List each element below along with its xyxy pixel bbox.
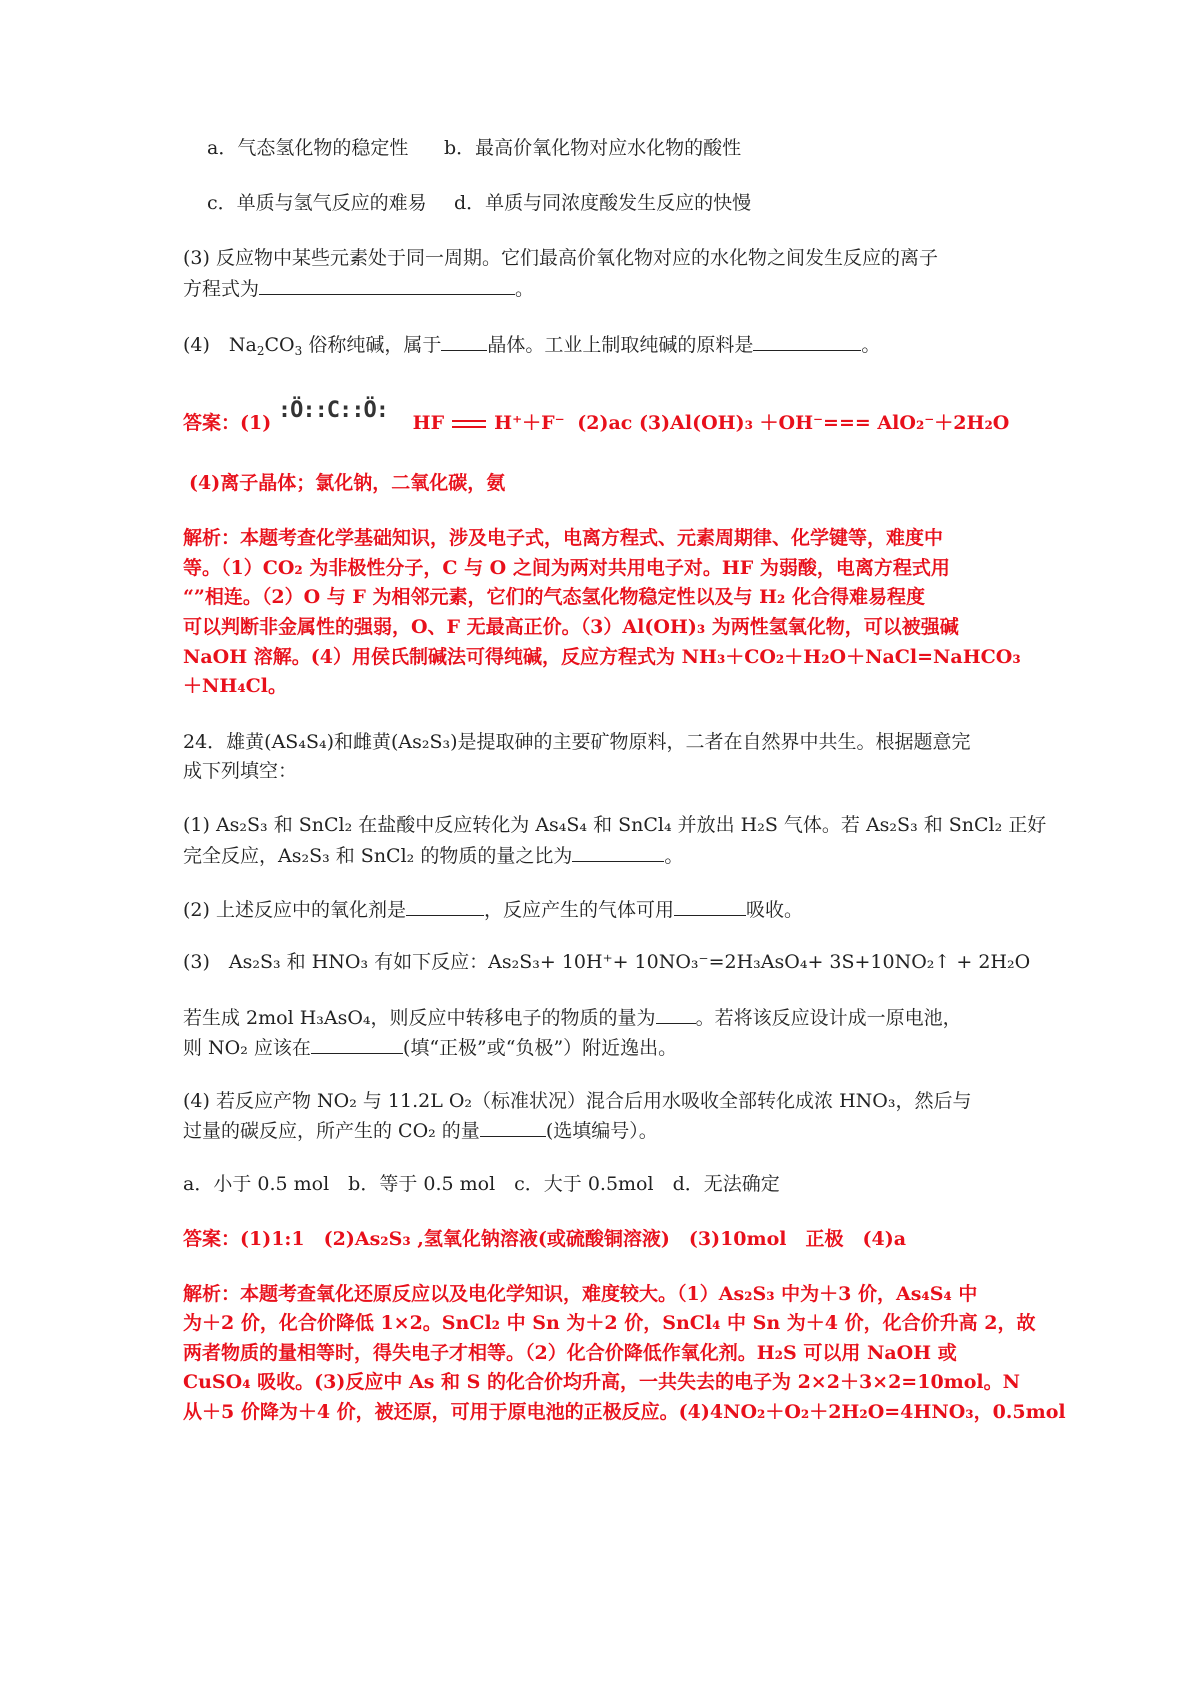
q24-part3-line3-suffix: (填“正极”或“负极”）附近逸出。 [402,1037,678,1059]
q23-analysis-line: 等。（1）CO₂ 为非极性分子，C 与 O 之间为两对共用电子对。HF 为弱酸，电离方程式用 [183,557,950,579]
q24-part3-line3-prefix: 则 NO₂ 应该在 [183,1037,311,1059]
answer-blank[interactable] [753,332,861,351]
q24-analysis-line: 解析：本题考查氧化还原反应以及电化学知识，难度较大。（1）As₂S₃ 中为＋3 价，As₄S₄ 中 [183,1283,978,1305]
q24-part4-prefix: 过量的碳反应，所产生的 CO₂ 的量 [183,1120,480,1142]
q24-part1-line1: (1) As₂S₃ 和 SnCl₂ 在盐酸中反应转化为 As₄S₄ 和 SnCl₄ 并放出 H₂S 气体。若 As₂S₃ 和 SnCl₂ 正好 [183,814,1047,836]
answer-blank[interactable] [674,897,746,916]
q23-part3-prefix: 方程式为 [183,278,260,300]
answer-blank[interactable] [480,1118,546,1137]
q24-part4-suffix: (选填编号）。 [545,1120,658,1142]
option-b: b．最高价氧化物对应水化物的酸性 [444,137,742,159]
q23-part3-suffix: 。 [515,278,535,300]
q24-part2-prefix: (2) 上述反应中的氧化剂是 [183,899,406,921]
q24-part4-line2 [183,1118,658,1143]
q23-part4-suffix: 。 [861,334,881,356]
q24-intro-line: 成下列填空： [183,760,298,782]
q24-analysis-line: CuSO₄ 吸收。(3)反应中 As 和 S 的化合价均升高，一共失去的电子为 2×2＋3×2=10mol。N [183,1371,1021,1393]
answer-label: 答案：(1) [183,412,272,434]
q24-part1-suffix: 。 [664,845,684,867]
answer-blank[interactable] [441,332,487,351]
q23-part4-prefix: (4) Na [183,334,257,356]
q24-intro-line: 24．雄黄(AS₄S₄)和雌黄(As₂S₃)是提取砷的主要矿物原料，二者在自然界中共生。根据题意完 [183,731,971,753]
q23-answer [183,398,1010,435]
q23-answer-4: (4)离子晶体；氯化钠，二氧化碳，氨 [189,472,506,494]
answer-blank[interactable] [259,276,515,295]
q23-analysis-line: “”相连。（2）O 与 F 为相邻元素，它们的气态氢化物稳定性以及与 H₂ 化合得难易程度 [183,586,925,608]
q24-part3-suffix: 。若将该反应设计成一原电池， [695,1007,962,1029]
q24-answer: 答案：(1)1:1 (2)As₂S₃ ,氢氧化钠溶液(或硫酸铜溶液) (3)10mol 正极 (4)a [183,1228,907,1250]
q23-part4-text1: 俗称纯碱，属于 [302,334,442,356]
q24-part4-line1: (4) 若反应产物 NO₂ 与 11.2L O₂（标准状况）混合后用水吸收全部转化成浓 HNO₃，然后与 [183,1090,972,1112]
q24-part1-line2 [183,843,683,868]
q24-analysis-line: 为＋2 价，化合价降低 1×2。SnCl₂ 中 Sn 为＋2 价，SnCl₄ 中 Sn 为＋4 价，化合价升高 2，故 [183,1312,1036,1334]
answer-rest: (2)ac (3)Al(OH)₃ ＋OH⁻=== AlO₂⁻＋2H₂O [577,412,1010,434]
option-d: d．单质与同浓度酸发生反应的快慢 [454,192,752,214]
q23-analysis-line: ＋NH₄Cl。 [183,675,287,697]
q24-part3-line2 [183,1005,962,1030]
q23-part3-line1: (3) 反应物中某些元素处于同一周期。它们最高价氧化物对应的水化物之间发生反应的离子 [183,247,938,269]
answer-blank[interactable] [656,1005,696,1024]
option-c: c．单质与氢气反应的难易 [207,192,427,214]
q24-part2-suffix: 吸收。 [745,899,803,921]
q24-part2 [183,897,803,922]
q24-options: a．小于 0.5 mol b．等于 0.5 mol c．大于 0.5mol d．无法确定 [183,1173,780,1195]
q24-analysis-line: 两者物质的量相等时，得失电子才相等。（2）化合价降低作氧化剂。H₂S 可以用 NaOH 或 [183,1342,957,1364]
option-a: a．气态氢化物的稳定性 [207,137,409,159]
q23-part4: (4) $Na_2CO_3$ 俗称纯碱，属于 晶体。工业上制取纯碱的原料是 。 [183,334,881,358]
q23-analysis-line: 可以判断非金属性的强弱，O、F 无最高正价。（3）Al(OH)₃ 为两性氢氧化物，可以被强碱 [183,616,959,638]
q24-part3-prefix: 若生成 2mol H₃AsO₄，则反应中转移电子的物质的量为 [183,1007,656,1029]
q23-part4-text2: 晶体。工业上制取纯碱的原料是 [487,334,754,356]
answer-hf: HF [412,412,445,434]
q24-analysis-line: 从＋5 价降为＋4 价，被还原，可用于原电池的正极反应。(4)4NO₂＋O₂＋2H₂O=4HNO₃，0.5mol [183,1401,1066,1423]
q24-part3-line3 [183,1035,677,1060]
equilibrium-arrow-icon [452,417,486,431]
q23-part3-line2 [183,276,534,301]
q24-part3-line1: (3) As₂S₃ 和 HNO₃ 有如下反应：As₂S₃+ 10H⁺+ 10NO₃⁻=2H₃AsO₄+ 3S+10NO₂↑ + 2H₂O [183,951,1031,973]
answer-blank[interactable] [311,1035,403,1054]
q24-part2-mid: ，反应产生的气体可用 [483,899,674,921]
q23-part4-formula: CO [264,334,295,356]
q23-analysis-line: NaOH 溶解。(4）用侯氏制碱法可得纯碱，反应方程式为 NH₃＋CO₂＋H₂O＋NaCl=NaHCO₃ [183,646,1021,668]
answer-blank[interactable] [572,843,664,862]
lewis-structure-co2: :Ö::C::Ö: [277,398,389,423]
answer-blank[interactable] [406,897,484,916]
answer-ions: H⁺＋F⁻ [494,412,565,434]
q23-analysis-line: 解析：本题考查化学基础知识，涉及电子式，电离方程式、元素周期律、化学键等，难度中 [183,527,944,549]
q24-part1-prefix: 完全反应，As₂S₃ 和 SnCl₂ 的物质的量之比为 [183,845,573,867]
